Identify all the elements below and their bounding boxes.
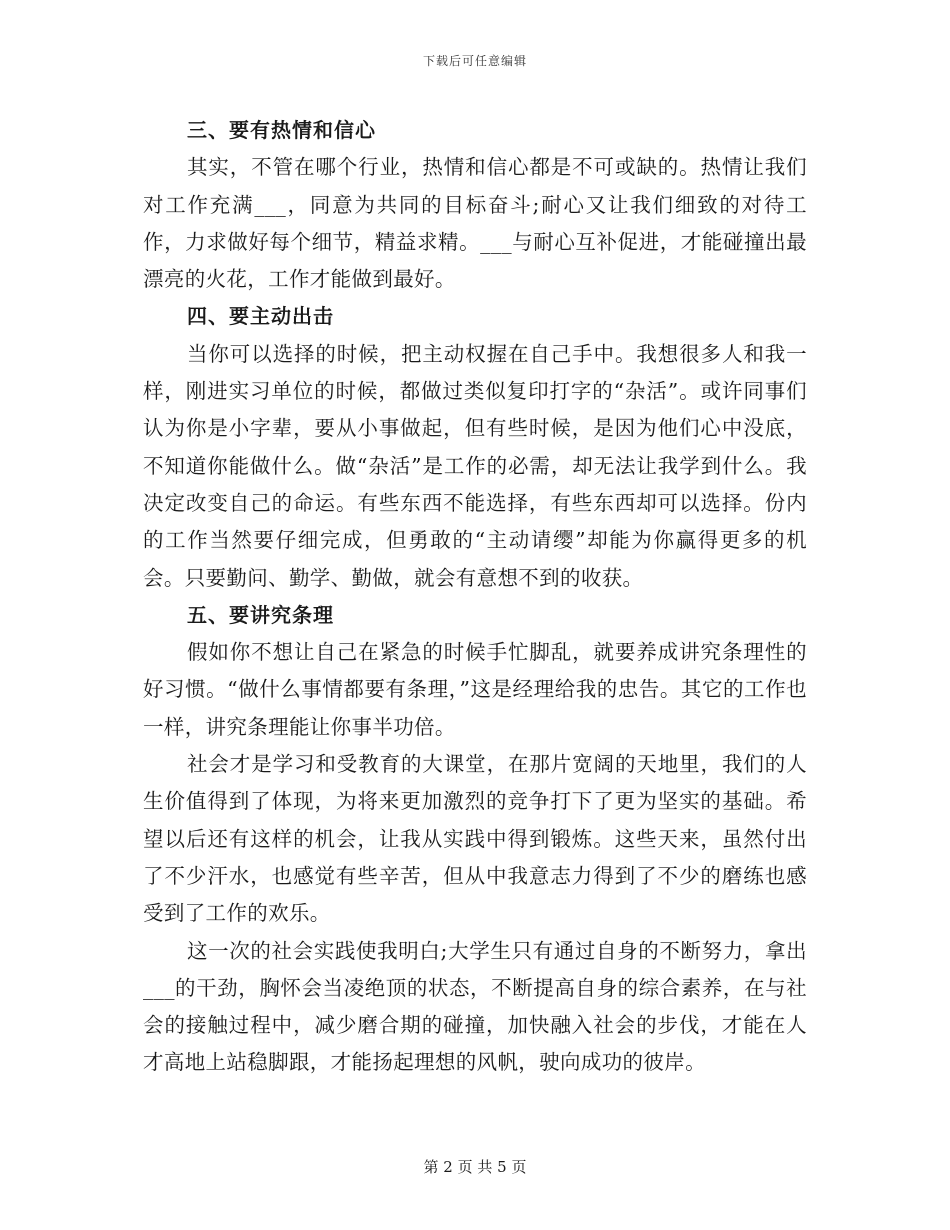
section-paragraph: 其实，不管在哪个行业，热情和信心都是不可或缺的。热情让我们对工作充满___，同意为共同的目标奋斗;耐心又让我们细致的对待工作，力求做好每个细节，精益求精。___与耐心互补促进，才能碰撞出最漂亮的火花，工作才能做到最好。: [143, 155, 807, 292]
section-paragraph: 这一次的社会实践使我明白;大学生只有通过自身的不断努力，拿出___的干劲，胸怀会当凌绝顶的状态，不断提高自身的综合素养，在与社会的接触过程中，减少磨合期的碰撞，加快融入社会的步伐，才能在人才高地上站稳脚跟，才能扬起理想的风帆，驶向成功的彼岸。: [143, 938, 807, 1075]
page-header-note: 下载后可任意编辑: [422, 54, 527, 68]
section-heading: 四、要主动出击: [187, 304, 334, 329]
page-number: 第 2 页 共 5 页: [423, 1158, 527, 1176]
section-heading: 三、要有热情和信心: [187, 118, 376, 142]
section-paragraph: 社会才是学习和受教育的大课堂，在那片宽阔的天地里，我们的人生价值得到了体现，为将来更加激烈的竞争打下了更为坚实的基础。希望以后还有这样的机会，让我从实践中得到锻炼。这些天来，虽然付出了不少汗水，也感觉有些辛苦，但从中我意志力得到了不少的磨练也感受到了工作的欢乐。: [143, 752, 807, 926]
section-paragraph: 假如你不想让自己在紧急的时候手忙脚乱，就要养成讲究条理性的好习惯。“做什么事情都要有条理，”这是经理给我的忠告。其它的工作也一样，讲究条理能让你事半功倍。: [143, 640, 807, 739]
section-paragraph: 当你可以选择的时候，把主动权握在自己手中。我想很多人和我一样，刚进实习单位的时候，都做过类似复印打字的“杂活”。或许同事们认为你是小字辈，要从小事做起，但有些时候，是因为他们心中没底，不知道你能做什么。做“杂活”是工作的必需，却无法让我学到什么。我决定改变自己的命运。有些东西不能选择，有些东西却可以选择。份内的工作当然要仔细完成，但勇敢的“主动请缨”却能为你赢得更多的机会。只要勤问、勤学、勤做，就会有意想不到的收获。: [143, 341, 807, 590]
section-heading: 五、要讲究条理: [187, 602, 334, 627]
document-body: [143, 112, 807, 1082]
